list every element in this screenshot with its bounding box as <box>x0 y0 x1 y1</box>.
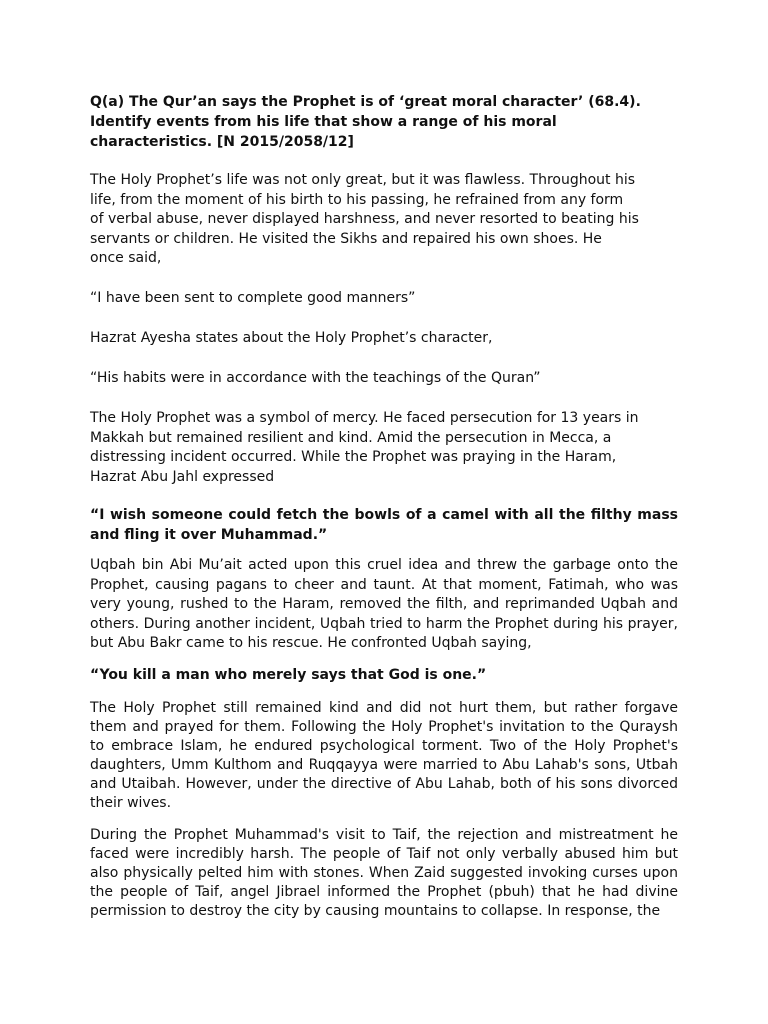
paragraph-ayesha: Hazrat Ayesha states about the Holy Prophet’s character, <box>90 330 493 346</box>
paragraph-uqbah: Uqbah bin Abi Mu’ait acted upon this cruel idea and threw the garbage onto the Prophet, causing pagans to cheer and taunt. At that moment, Fatimah, who was very young, rushed to the Haram, removed the filth, and reprimanded Uqbah and others. During another incident, Uqbah tried to harm the Prophet during his prayer, but Abu Bakr came to his rescue. He confronted Uqbah saying, <box>90 557 678 651</box>
question-heading: Q(a) The Qur’an says the Prophet is of ‘great moral character’ (68.4). Identify events from his life that show a range of his moral characteristics. [N 2015/2058/12] <box>90 94 641 150</box>
quote-abu-jahl: “I wish someone could fetch the bowls of a camel with all the filthy mass and fling it over Muhammad.” <box>90 507 678 543</box>
quote-abu-bakr: “You kill a man who merely says that God is one.” <box>90 667 487 683</box>
paragraph-taif: During the Prophet Muhammad's visit to Taif, the rejection and mistreatment he faced were incredibly harsh. The people of Taif not only verbally abused him but also physically pelted him with stones. When Zaid suggested invoking curses upon the people of Taif, angel Jibrael informed the Prophet (pbuh) that he had divine permission to destroy the city by causing mountains to collapse. In response, the <box>90 827 678 919</box>
paragraph-intro: The Holy Prophet’s life was not only great, but it was flawless. Throughout his life, from the moment of his birth to his passing, he refrained from any form of verbal abuse, never displayed harshness, and never resorted to beating his servants or children. He visited the Sikhs and repaired his own shoes. He once said, <box>90 172 639 266</box>
paragraph-mercy: The Holy Prophet was a symbol of mercy. He faced persecution for 13 years in Makkah but remained resilient and kind. Amid the persecution in Mecca, a distressing incident occurred. While the Prophet was praying in the Haram, Hazrat Abu Jahl expressed <box>90 410 639 485</box>
quote-habits: “His habits were in accordance with the teachings of the Quran” <box>90 370 541 386</box>
document-page <box>90 0 678 1024</box>
quote-good-manners: “I have been sent to complete good manners” <box>90 290 416 306</box>
paragraph-forgiveness: The Holy Prophet still remained kind and did not hurt them, but rather forgave them and prayed for them. Following the Holy Prophet's invitation to the Quraysh to embrace Islam, he endured psychological torment. Two of the Holy Prophet's daughters, Umm Kulthom and Ruqqayya were married to Abu Lahab's sons, Utbah and Utaibah. However, under the directive of Abu Lahab, both of his sons divorced their wives. <box>90 700 678 811</box>
